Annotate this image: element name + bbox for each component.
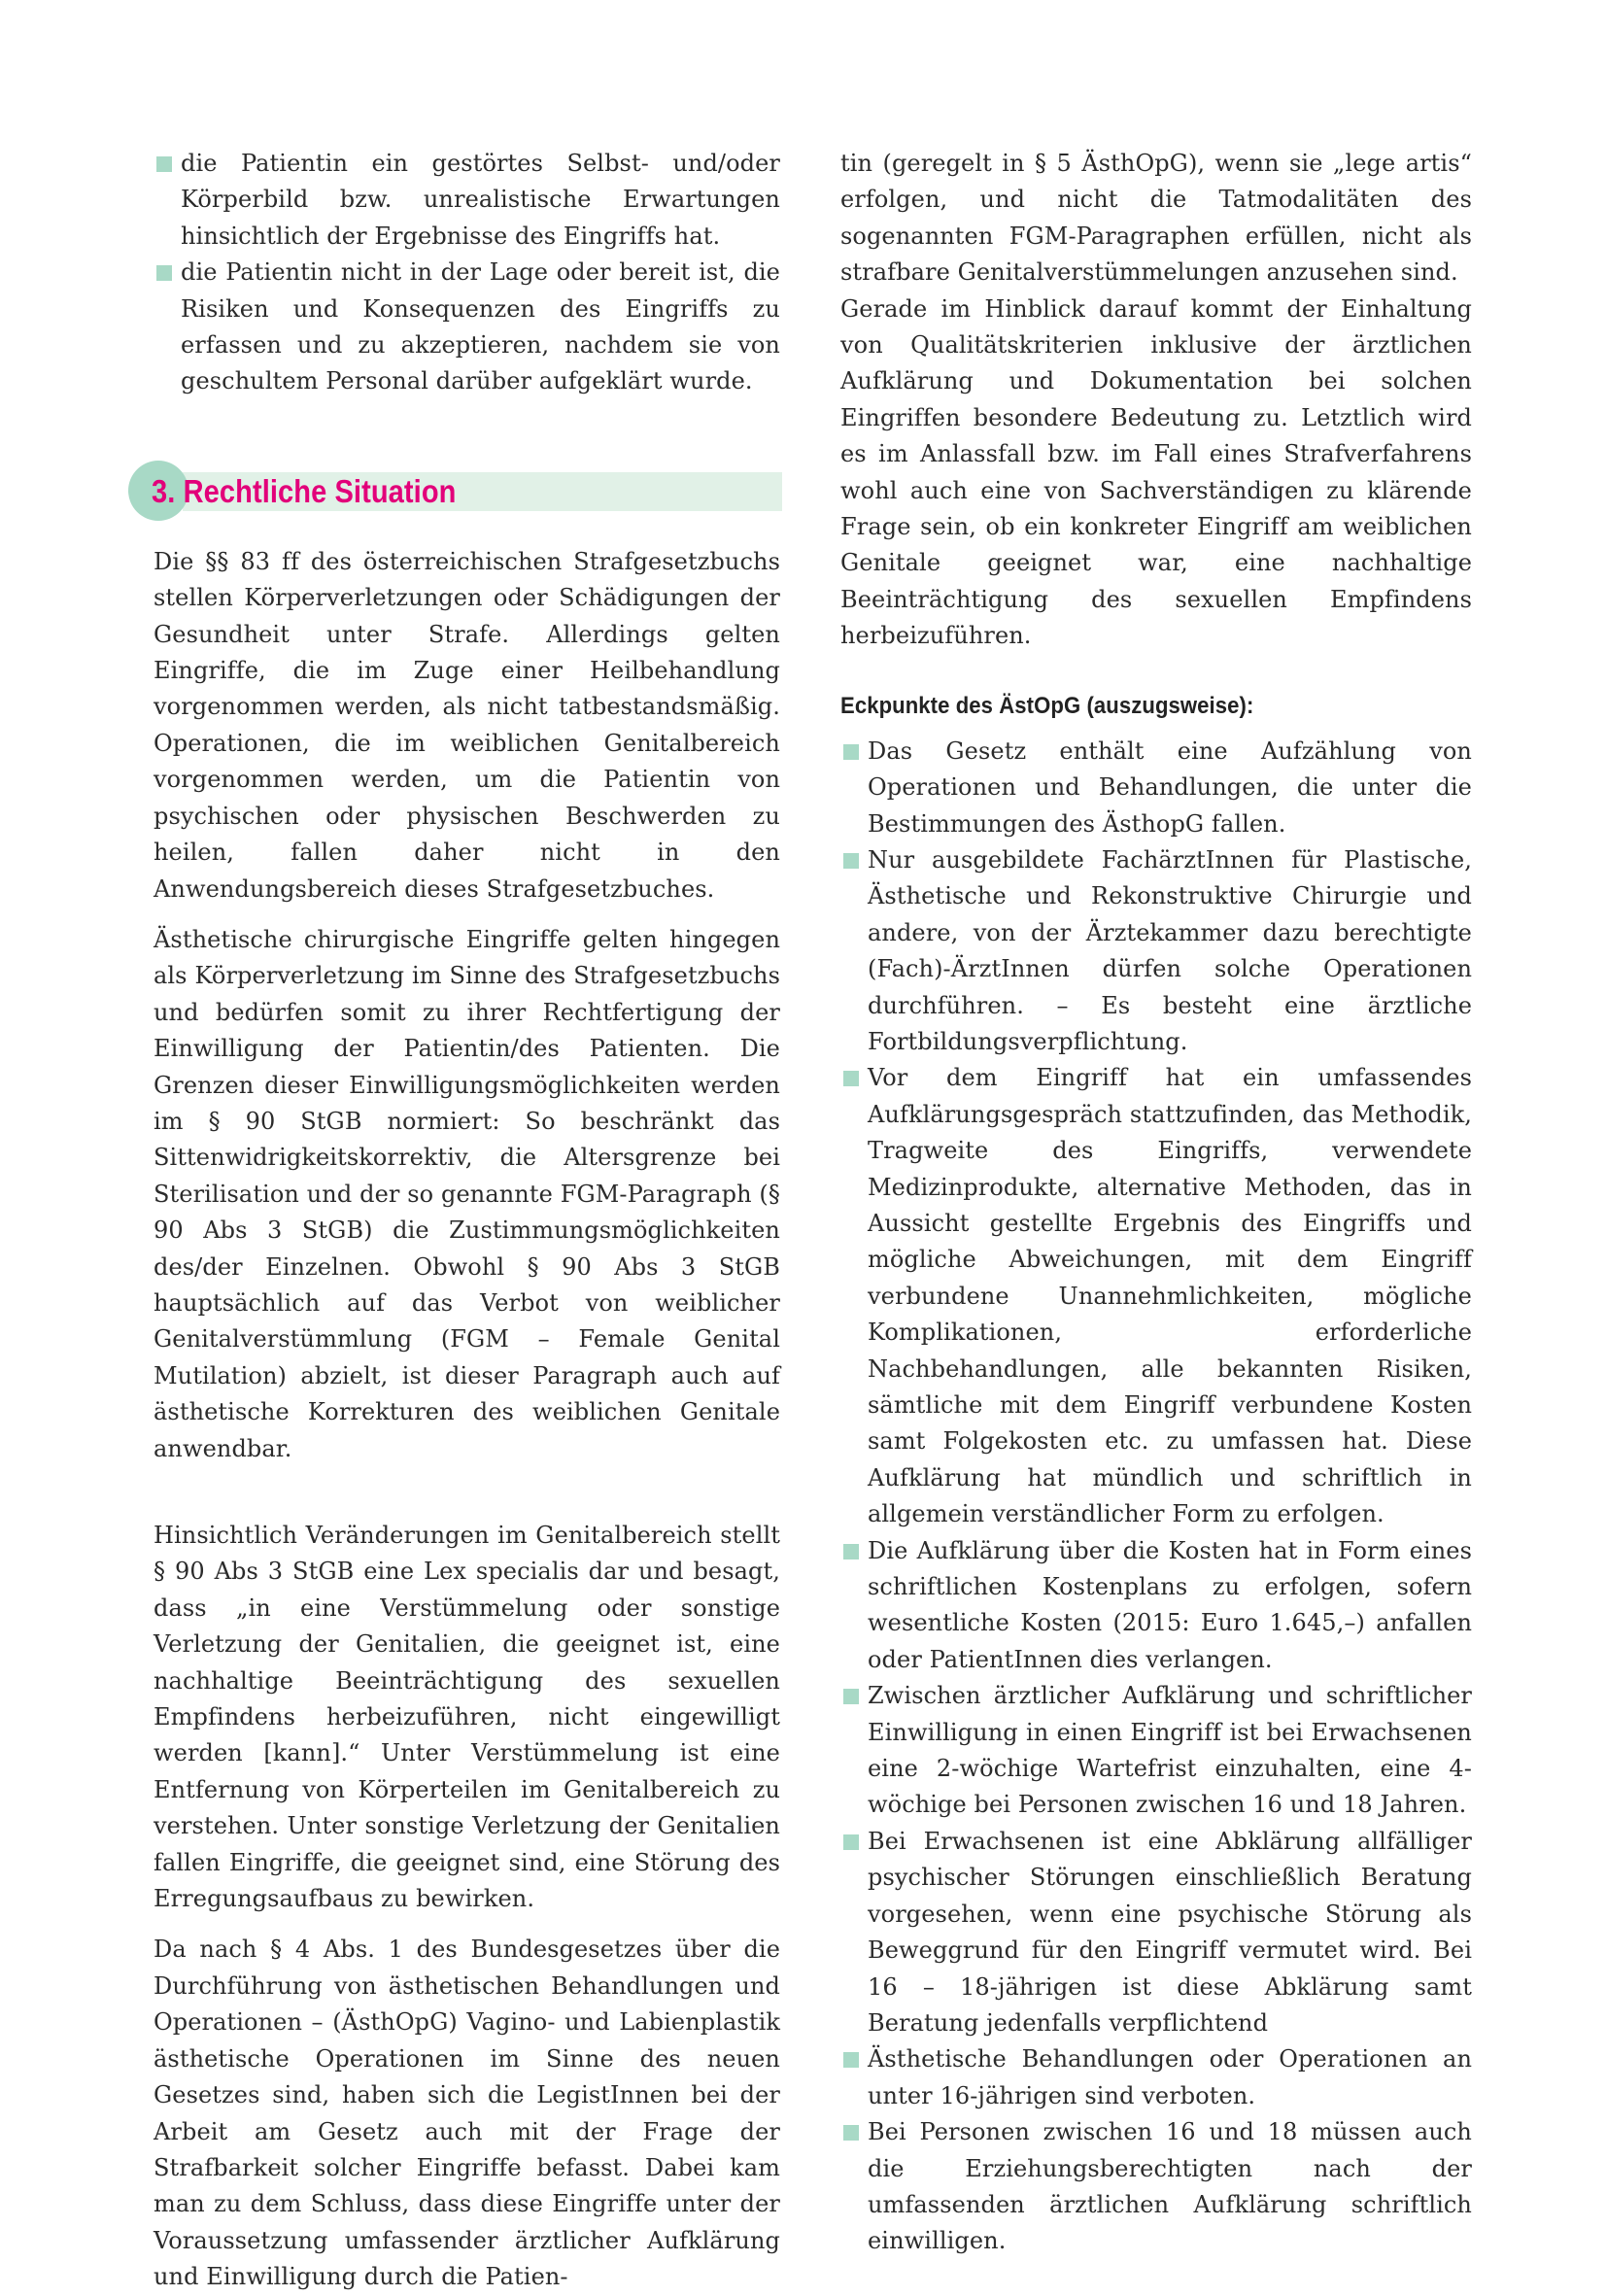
paragraph: Da nach § 4 Abs. 1 des Bundesgesetzes über die Durchführung von ästhetischen Behandlungen und Operationen – (ÄsthOpG) Vagino- und Labienplastik ästhetische Operationen im Sinne des neuen Gesetzes sind, haben sich die LegistInnen bei der Arbeit am Gesetz auch mit der Frage der Strafbarkeit solcher Eingriffe befasst. Dabei kam man zu dem Schluss, dass diese Eingriffe unter der Voraussetzung umfassender ärztlicher Aufklärung und Einwilligung durch die Patien-	[154, 1936, 780, 2291]
paragraph: Die §§ 83 ff des österreichischen Strafgesetzbuchs stellen Körperverletzungen oder Schädigungen der Gesundheit unter Strafe. Allerdings gelten Eingriffe, die im Zuge einer Heilbehandlung vorgenommen werden, als nicht tatbestandsmäßig. Operationen, die im weiblichen Genitalbereich vorgenommen werden, um die Patientin von psychischen oder physischen Beschwerden zu heilen, fallen daher nicht in den Anwendungsbereich dieses Strafgesetzbuches.	[154, 547, 780, 903]
key-points-list	[840, 734, 1472, 2260]
section-heading	[154, 472, 780, 511]
list-item: Die Aufklärung über die Kosten hat in Form eines schriftlichen Kostenplans zu erfolgen, sofern wesentliche Kosten (2015: Euro 1.645,–) anfallen oder PatientInnen dies verlangen.	[840, 1533, 1472, 1679]
list-item: Bei Personen zwischen 16 und 18 müssen auch die Erziehungsberechtigten nach der umfassenden ärztlichen Aufklärung schriftlich einwilligen.	[840, 2114, 1472, 2260]
list-item: Das Gesetz enthält eine Aufzählung von Operationen und Behandlungen, die unter die Bestimmungen des ÄsthopG fallen.	[840, 734, 1472, 842]
list-item: Zwischen ärztlicher Aufklärung und schriftlicher Einwilligung in einen Eingriff ist bei Erwachsenen eine 2-wöchige Wartefrist einzuhalten, eine 4-wöchige bei Personen zwischen 16 und 18 Jahren.	[840, 1678, 1472, 1824]
subheading: Eckpunkte des ÄstOpG (auszugsweise):	[840, 692, 1254, 719]
paragraph: Ästhetische chirurgische Eingriffe gelten hingegen als Körperverletzung im Sinne des Strafgesetzbuchs und bedürfen somit zu ihrer Rechtfertigung der Einwilligung der Patientin/des Patienten. Die Grenzen dieser Einwilligungsmöglichkeiten werden im § 90 StGB normiert: So beschränkt das Sittenwidrigkeitskorrektiv, die Altersgrenze bei Sterilisation und der so genannte FGM-Paragraph (§ 90 Abs 3 StGB) die Zustimmungsmöglichkeiten des/der Einzelnen. Obwohl § 90 Abs 3 StGB hauptsächlich auf das Verbot von weiblicher Genitalverstümmlung (FGM – Female Genital Mutilation) abzielt, ist dieser Paragraph auch auf ästhetische Korrekturen des weiblichen Genitale anwendbar.	[154, 925, 780, 1462]
intro-bullet-list	[154, 146, 780, 400]
list-item: Ästhetische Behandlungen oder Operationen an unter 16-jährigen sind verboten.	[840, 2041, 1472, 2114]
list-item: die Patientin nicht in der Lage oder bereit ist, die Risiken und Konsequenzen des Eingriffs zu erfassen und zu akzeptieren, nachdem sie von geschultem Personal darüber aufgeklärt wurde.	[154, 255, 780, 400]
paragraph: Gerade im Hinblick darauf kommt der Einhaltung von Qualitätskriterien inklusive der ärztlichen Aufklärung und Dokumentation bei solchen Eingriffen besondere Bedeutung zu. Letztlich wird es im Anlassfall bzw. im Fall eines Strafverfahrens wohl auch eine von Sachverständigen zu klärende Frage sein, ob ein konkreter Eingriff am weiblichen Genitale geeignet war, eine nachhaltige Beeinträchtigung des sexuellen Empfindens herbeizuführen.	[840, 294, 1472, 650]
left-column	[154, 146, 780, 2296]
section-title: Rechtliche Situation	[183, 472, 457, 509]
list-item: Vor dem Eingriff hat ein umfassendes Aufklärungsgespräch stattzufinden, das Methodik, Tragweite des Eingriffs, verwendete Medizinprodukte, alternative Methoden, das in Aussicht gestellte Ergebnis des Eingriffs und mögliche Abweichungen, mit dem Eingriff verbundene Unannehmlichkeiten, mögliche Komplikationen, erforderliche Nachbehandlungen, alle bekannten Risiken, sämtliche mit dem Eingriff verbundene Kosten samt Folgekosten etc. zu umfassen hat. Diese Aufklärung hat mündlich und schriftlich in allgemein verständlicher Form zu erfolgen.	[840, 1060, 1472, 1532]
section-number: 3.	[152, 472, 176, 509]
right-column	[840, 146, 1472, 2260]
paragraph: tin (geregelt in § 5 ÄsthOpG), wenn sie „lege artis“ erfolgen, und nicht die Tatmodalitäten des sogenannten FGM-Paragraphen erfüllen, nicht als strafbare Genitalverstümmelungen anzusehen sind.	[840, 150, 1472, 287]
list-item: die Patientin ein gestörtes Selbst- und/oder Körperbild bzw. unrealistische Erwartungen hinsichtlich der Ergebnisse des Eingriffs hat.	[154, 146, 780, 255]
list-item: Bei Erwachsenen ist eine Abklärung allfälliger psychischer Störungen einschließlich Beratung vorgesehen, wenn eine psychische Störung als Beweggrund für den Eingriff vermutet wird. Bei 16 – 18-jährigen ist diese Abklärung samt Beratung jedenfalls verpflichtend	[840, 1824, 1472, 2041]
paragraph: Hinsichtlich Veränderungen im Genitalbereich stellt § 90 Abs 3 StGB eine Lex specialis dar und besagt, dass „in eine Verstümmelung oder sonstige Verletzung der Genitalien, die geeignet ist, eine nachhaltige Beeinträchtigung des sexuellen Empfindens herbeizuführen, nicht eingewilligt werden [kann].“ Unter Verstümmelung ist eine Entfernung von Körperteilen im Genitalbereich zu verstehen. Unter sonstige Verletzung der Genitalien fallen Eingriffe, die geeignet sind, eine Störung des Erregungsaufbaus zu bewirken.	[154, 1522, 780, 1913]
list-item: Nur ausgebildete FachärztInnen für Plastische, Ästhetische und Rekonstruktive Chirurgie und andere, von der Ärztekammer dazu berechtigte (Fach)-ÄrztInnen dürfen solche Operationen durchführen. – Es besteht eine ärztliche Fortbildungsverpflichtung.	[840, 842, 1472, 1060]
